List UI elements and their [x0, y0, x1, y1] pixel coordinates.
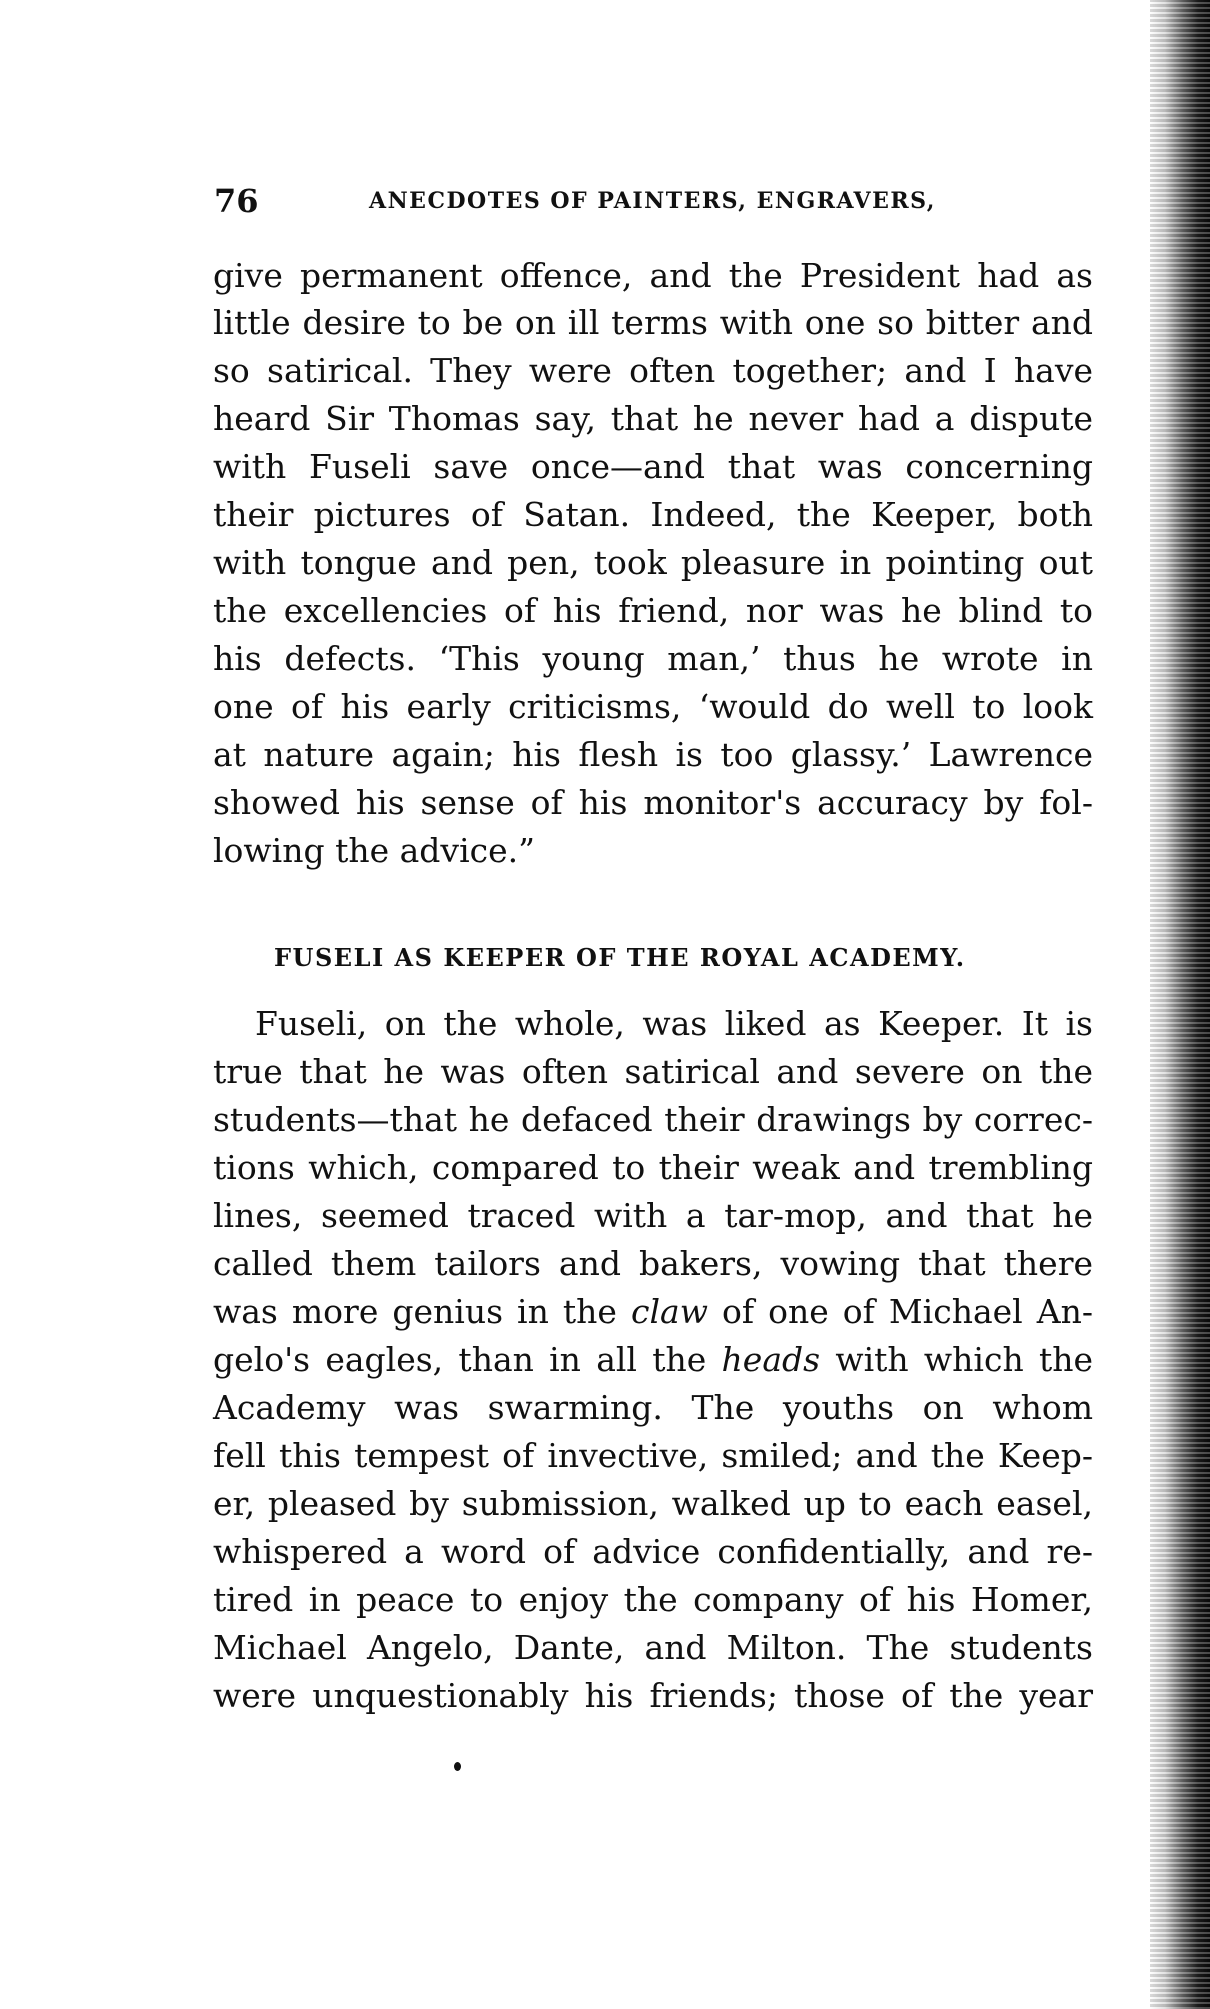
text-line: little desire to be on ill terms with one so bitter and — [213, 303, 1093, 342]
text-line: tions which, compared to their weak and trembling — [213, 1148, 1093, 1187]
text-line: heard Sir Thomas say, that he never had a dispute — [213, 399, 1093, 438]
running-title: ANECDOTES OF PAINTERS, ENGRAVERS, — [369, 188, 936, 214]
text-line: er, pleased by submission, walked up to each easel, — [213, 1484, 1093, 1523]
text-line: gelo's eagles, than in all the heads with which the — [213, 1340, 1093, 1379]
text-line: lowing the advice.” — [213, 831, 535, 870]
text-line: Academy was swarming. The youths on whom — [213, 1388, 1093, 1427]
text-line: were unquestionably his friends; those of the year — [213, 1676, 1093, 1715]
running-head — [214, 182, 1094, 222]
text-line: give permanent offence, and the President had as — [213, 256, 1093, 295]
text-line: at nature again; his flesh is too glassy.’ Lawrence — [213, 735, 1093, 774]
text-line: students—that he defaced their drawings by correc- — [213, 1100, 1093, 1139]
page-number: 76 — [214, 182, 259, 220]
text-line: his defects. ‘This young man,’ thus he wrote in — [213, 639, 1093, 678]
text-line: showed his sense of his monitor's accuracy by fol- — [213, 783, 1093, 822]
section-heading: FUSELI AS KEEPER OF THE ROYAL ACADEMY. — [274, 943, 966, 972]
text-line: their pictures of Satan. Indeed, the Keeper, both — [213, 495, 1093, 534]
text-line: whispered a word of advice confidentially, and re- — [213, 1532, 1093, 1571]
text-line: with tongue and pen, took pleasure in pointing out — [213, 543, 1093, 582]
text-line: called them tailors and bakers, vowing that there — [213, 1244, 1093, 1283]
text-line: one of his early criticisms, ‘would do well to look — [213, 687, 1093, 726]
text-line: tired in peace to enjoy the company of his Homer, — [213, 1580, 1093, 1619]
ink-dot — [454, 1762, 461, 1771]
text-line: Fuseli, on the whole, was liked as Keeper. It is — [255, 1004, 1093, 1043]
text-line: lines, seemed traced with a tar-mop, and that he — [213, 1196, 1093, 1235]
text-line: the excellencies of his friend, nor was he blind to — [213, 591, 1093, 630]
text-line: so satirical. They were often together; and I have — [213, 351, 1093, 390]
text-line: with Fuseli save once—and that was concerning — [213, 447, 1093, 486]
text-line: Michael Angelo, Dante, and Milton. The students — [213, 1628, 1093, 1667]
page-edge-texture — [1150, 0, 1210, 2009]
text-line: was more genius in the claw of one of Michael An- — [213, 1292, 1093, 1331]
text-line: fell this tempest of invective, smiled; and the Keep- — [213, 1436, 1093, 1475]
text-line: true that he was often satirical and severe on the — [213, 1052, 1093, 1091]
